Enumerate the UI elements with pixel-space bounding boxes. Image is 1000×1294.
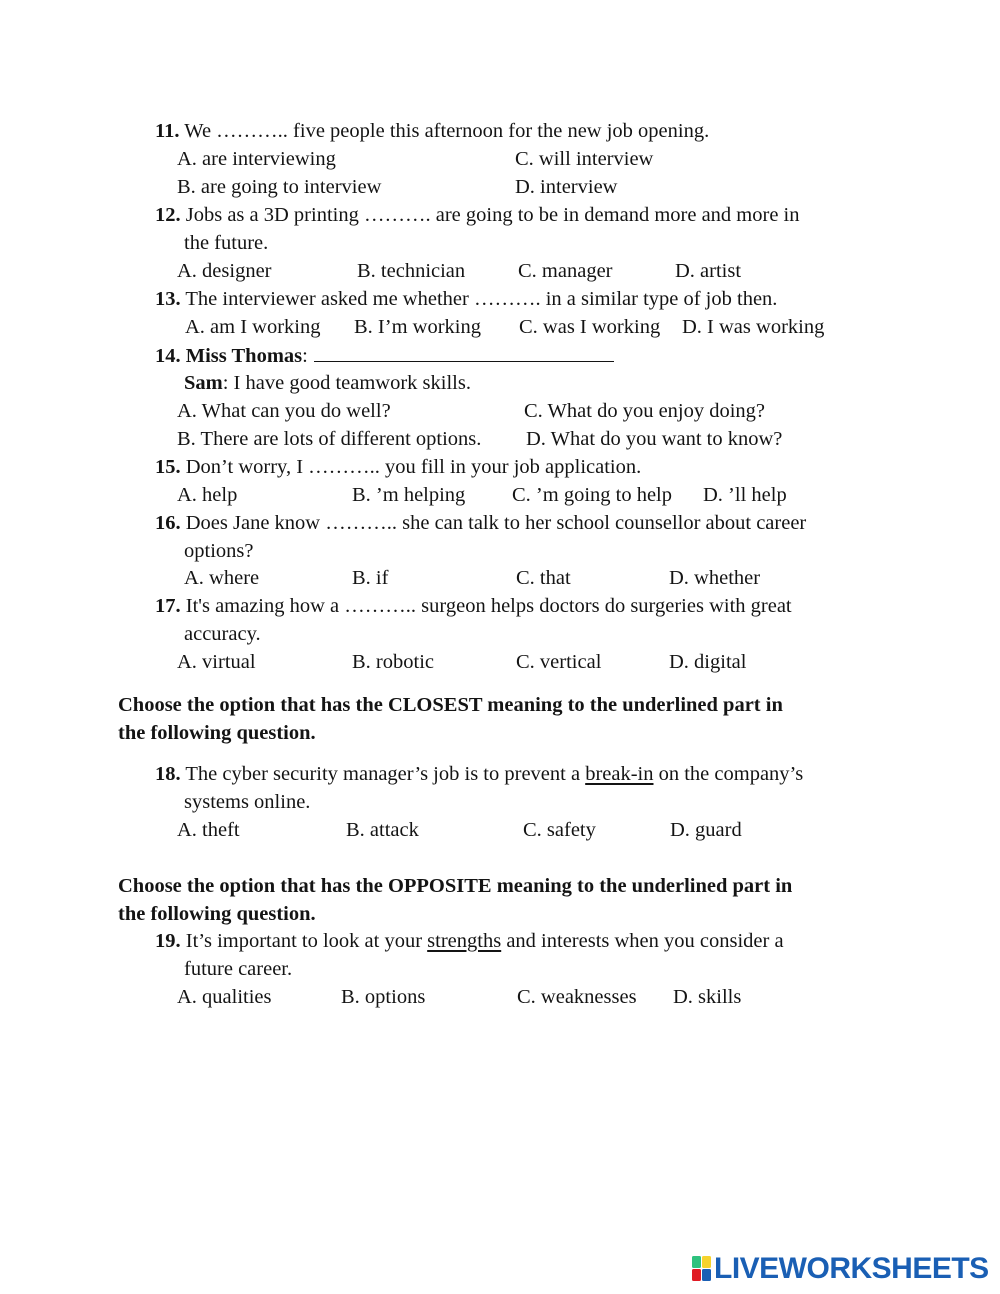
- q18-number: 18.: [155, 763, 181, 785]
- q11-number: 11.: [155, 120, 180, 142]
- q14-stem: [155, 343, 614, 368]
- q11-stem: [155, 119, 709, 143]
- liveworksheets-logo[interactable]: [692, 1254, 989, 1284]
- q16-text-line1: Does Jane know ……….. she can talk to her school counsellor about career: [180, 512, 807, 534]
- q17-number: 17.: [155, 595, 181, 617]
- q19-number: 19.: [155, 930, 181, 952]
- q18-option-d[interactable]: D. guard: [670, 819, 742, 841]
- q12-option-c[interactable]: C. manager: [518, 260, 613, 282]
- q14-option-b[interactable]: B. There are lots of different options.: [177, 428, 482, 450]
- q18-text-line2: systems online.: [184, 791, 311, 813]
- q11-option-c[interactable]: C. will interview: [515, 148, 654, 170]
- liveworksheets-logo-icon: [692, 1256, 712, 1282]
- logo-block-yellow: [702, 1256, 711, 1268]
- q19-option-b[interactable]: B. options: [341, 986, 426, 1008]
- q13-stem: [155, 287, 777, 311]
- q19-stem: [155, 929, 784, 953]
- q15-option-a[interactable]: A. help: [177, 484, 238, 506]
- q18-stem: [155, 762, 803, 786]
- q18-text-pre: The cyber security manager’s job is to prevent a: [180, 763, 586, 785]
- q17-option-b[interactable]: B. robotic: [352, 651, 434, 673]
- q19-text-pre: It’s important to look at your: [180, 930, 428, 952]
- q13-option-d[interactable]: D. I was working: [682, 316, 825, 338]
- logo-block-green: [692, 1256, 701, 1268]
- q16-stem: [155, 511, 806, 535]
- q12-number: 12.: [155, 204, 181, 226]
- q19-option-c[interactable]: C. weaknesses: [517, 986, 637, 1008]
- q15-stem: [155, 455, 641, 479]
- section-opposite-heading-line1: Choose the option that has the OPPOSITE meaning to the underlined part in: [118, 875, 793, 897]
- q15-option-c[interactable]: C. ’m going to help: [512, 484, 673, 506]
- q15-option-b[interactable]: B. ’m helping: [352, 484, 466, 506]
- q14-colon: :: [302, 345, 308, 367]
- q13-text: The interviewer asked me whether ………. in a similar type of job then.: [180, 288, 778, 310]
- q13-option-c[interactable]: C. was I working: [519, 316, 661, 338]
- q16-option-c[interactable]: C. that: [516, 567, 571, 589]
- q17-stem: [155, 594, 792, 618]
- q11-option-a[interactable]: A. are interviewing: [177, 148, 336, 170]
- q16-text-line2: options?: [184, 540, 254, 562]
- q17-option-d[interactable]: D. digital: [669, 651, 747, 673]
- q19-text-post: and interests when you consider a: [501, 930, 784, 952]
- section-opposite-heading-line2: the following question.: [118, 903, 316, 925]
- q19-underlined-word: strengths: [427, 930, 502, 952]
- logo-block-blue: [702, 1269, 711, 1281]
- section-closest-heading-line1: Choose the option that has the CLOSEST meaning to the underlined part in: [118, 694, 783, 716]
- q14-speaker-sam: Sam: [184, 372, 223, 394]
- q16-option-a[interactable]: A. where: [184, 567, 260, 589]
- q14-speaker-miss-thomas: Miss Thomas: [185, 345, 303, 367]
- q17-text-line2: accuracy.: [184, 623, 261, 645]
- q16-option-d[interactable]: D. whether: [669, 567, 761, 589]
- q17-option-c[interactable]: C. vertical: [516, 651, 602, 673]
- q12-text-line1: Jobs as a 3D printing ………. are going to be in demand more and more in: [180, 204, 800, 226]
- q14-option-c[interactable]: C. What do you enjoy doing?: [524, 400, 766, 422]
- q12-option-d[interactable]: D. artist: [675, 260, 742, 282]
- section-closest-heading-line2: the following question.: [118, 722, 316, 744]
- q12-text-line2: the future.: [184, 232, 269, 254]
- q15-text: Don’t worry, I ……….. you fill in your job application.: [180, 456, 642, 478]
- q19-text-line2: future career.: [184, 958, 293, 980]
- q13-option-a[interactable]: A. am I working: [185, 316, 321, 338]
- q18-option-c[interactable]: C. safety: [523, 819, 596, 841]
- q18-option-b[interactable]: B. attack: [346, 819, 419, 841]
- q18-option-a[interactable]: A. theft: [177, 819, 240, 841]
- q14-number: 14.: [155, 345, 181, 367]
- q12-option-b[interactable]: B. technician: [357, 260, 466, 282]
- q15-option-d[interactable]: D. ’ll help: [703, 484, 787, 506]
- q16-number: 16.: [155, 512, 181, 534]
- q12-option-a[interactable]: A. designer: [177, 260, 272, 282]
- q18-text-post: on the company’s: [653, 763, 804, 785]
- q19-option-a[interactable]: A. qualities: [177, 986, 272, 1008]
- q14-option-d[interactable]: D. What do you want to know?: [526, 428, 783, 450]
- q12-stem: [155, 203, 800, 227]
- q11-option-d[interactable]: D. interview: [515, 176, 618, 198]
- q19-option-d[interactable]: D. skills: [673, 986, 742, 1008]
- q14-response: [184, 371, 471, 395]
- q11-option-b[interactable]: B. are going to interview: [177, 176, 382, 198]
- q14-answer-blank[interactable]: [314, 343, 614, 362]
- q17-option-a[interactable]: A. virtual: [177, 651, 256, 673]
- q15-number: 15.: [155, 456, 181, 478]
- q14-sam-text: : I have good teamwork skills.: [222, 372, 471, 394]
- q18-underlined-word: break-in: [585, 763, 654, 785]
- q13-number: 13.: [155, 288, 181, 310]
- q11-text: We ……….. five people this afternoon for the new job opening.: [179, 120, 710, 142]
- q16-option-b[interactable]: B. if: [352, 567, 389, 589]
- logo-block-red: [692, 1269, 701, 1281]
- q17-text-line1: It's amazing how a ……….. surgeon helps doctors do surgeries with great: [180, 595, 792, 617]
- q13-option-b[interactable]: B. I’m working: [354, 316, 481, 338]
- q14-option-a[interactable]: A. What can you do well?: [177, 400, 391, 422]
- liveworksheets-logo-text: LIVEWORKSHEETS: [714, 1252, 989, 1285]
